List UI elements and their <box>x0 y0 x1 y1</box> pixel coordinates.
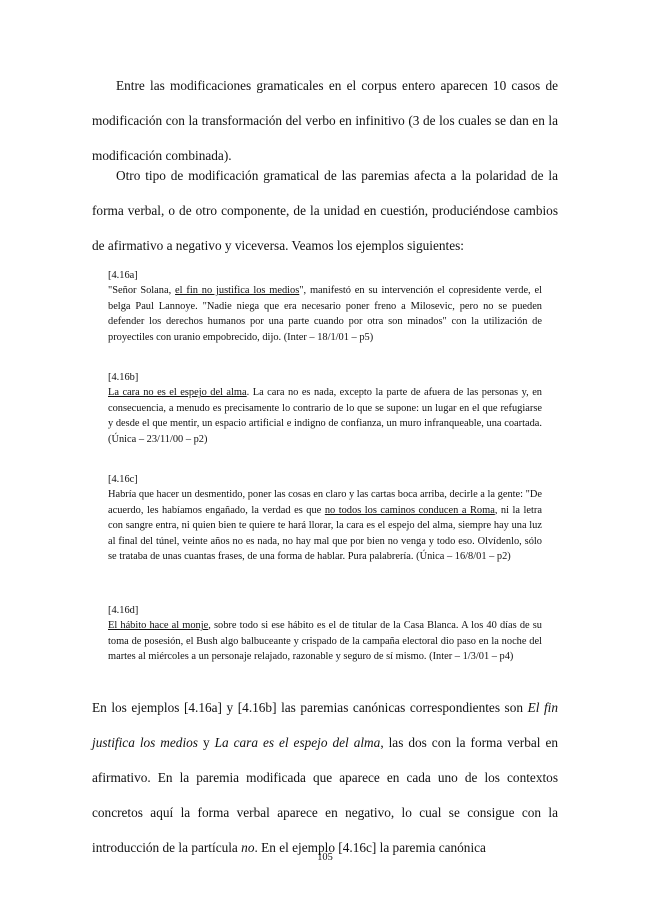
example-paremia-underlined: La cara no es el espejo del alma <box>108 387 247 399</box>
example-text-post: , ni la letra con sangre entra, ni quien bien te quiere te hará llorar, la cara es el espejo del alma, siempre hay una luz al final del túnel, veinte años no es nada, no hay mal que por bien no venga y todo eso. Olvídenlo, sólo se trataba de unas cuantas frases, de una forma de hablar. Pura palabrería. (Única – 16/8/01 – p2) <box>108 504 542 563</box>
closing-text-3: , las dos con la forma verbal en afirmativo. En la paremia modificada que aparece en cada uno de los contextos concretos aquí la forma verbal aparece en negativo, lo cual se consigue con la introducción de la partícula <box>92 735 559 855</box>
closing-italic-1: El fin justifica los medios <box>92 700 559 750</box>
closing-paragraph <box>92 690 558 865</box>
example-4-16b <box>108 370 542 447</box>
paragraph-2: Otro tipo de modificación gramatical de las paremias afecta a la polaridad de la forma verbal, o de otro componente, de la unidad en cuestión, produciéndose cambios de afirmativo a negativo y viceversa. Veamos los ejemplos siguientes: <box>92 168 558 253</box>
paragraph-1: Entre las modificaciones gramaticales en el corpus entero aparecen 10 casos de modificación con la transformación del verbo en infinitivo (3 de los cuales se dan en la modificación combinada). <box>92 78 558 163</box>
example-4-16c <box>108 472 542 564</box>
example-text-post: ", manifestó en su intervención el copresidente verde, el belga Paul Lannoye. "Nadie niega que era necesario poner freno a Milosevic, pero no se pueden defender los derechos humanos por una parte cuando por otra son minados" con la utilización de proyectiles con uranio empobrecido, dijo. (Inter – 18/1/01 – p5) <box>108 285 542 343</box>
example-text-post: . La cara no es nada, excepto la parte de afuera de las personas y, en consecuencia, a menudo es precisamente lo contrario de lo que se supone: un lugar en el que refugiarse y desde el que mentir, un espacio artificial e indigno de confianza, un muro infranqueable, una coartada. (Única – 23/11/00 – p2) <box>108 387 542 445</box>
example-text-post: , sobre todo si ese hábito es el de titular de la Casa Blanca. A los 40 días de su toma de posesión, el Bush algo balbuceante y crispado de la campaña electoral dio paso en la noche del martes al miércoles a un personaje relajado, razonable y seguro de sí mismo. (Inter – 1/3/01 – p4) <box>108 620 542 663</box>
example-label: [4.16a] <box>108 270 138 281</box>
closing-text-4: . En el ejemplo [4.16c] la paremia canónica <box>254 840 486 855</box>
closing-italic-3: no <box>241 840 255 855</box>
example-paremia-underlined: El hábito hace al monje <box>108 620 209 632</box>
closing-italic-2: La cara es el espejo del alma <box>214 735 381 750</box>
example-4-16d <box>108 603 542 665</box>
closing-text-2: y <box>197 735 215 750</box>
example-paremia-underlined: no todos los caminos conducen a Roma <box>324 504 495 516</box>
closing-text-1: En los ejemplos [4.16a] y [4.16b] las paremias canónicas correspondientes son <box>92 700 528 715</box>
example-text-pre: Habría que hacer un desmentido, poner las cosas en claro y las cartas boca arriba, decirle a la gente: "De acuerdo, les habíamos engañado, la verdad es que <box>108 489 542 516</box>
example-paremia-underlined: el fin no justifica los medios <box>175 285 300 297</box>
page-number: 105 <box>317 852 333 863</box>
example-4-16a <box>108 268 542 345</box>
example-label: [4.16b] <box>108 372 139 383</box>
example-text-pre: "Señor Solana, <box>108 285 176 297</box>
example-label: [4.16c] <box>108 474 138 485</box>
example-label: [4.16d] <box>108 605 139 616</box>
